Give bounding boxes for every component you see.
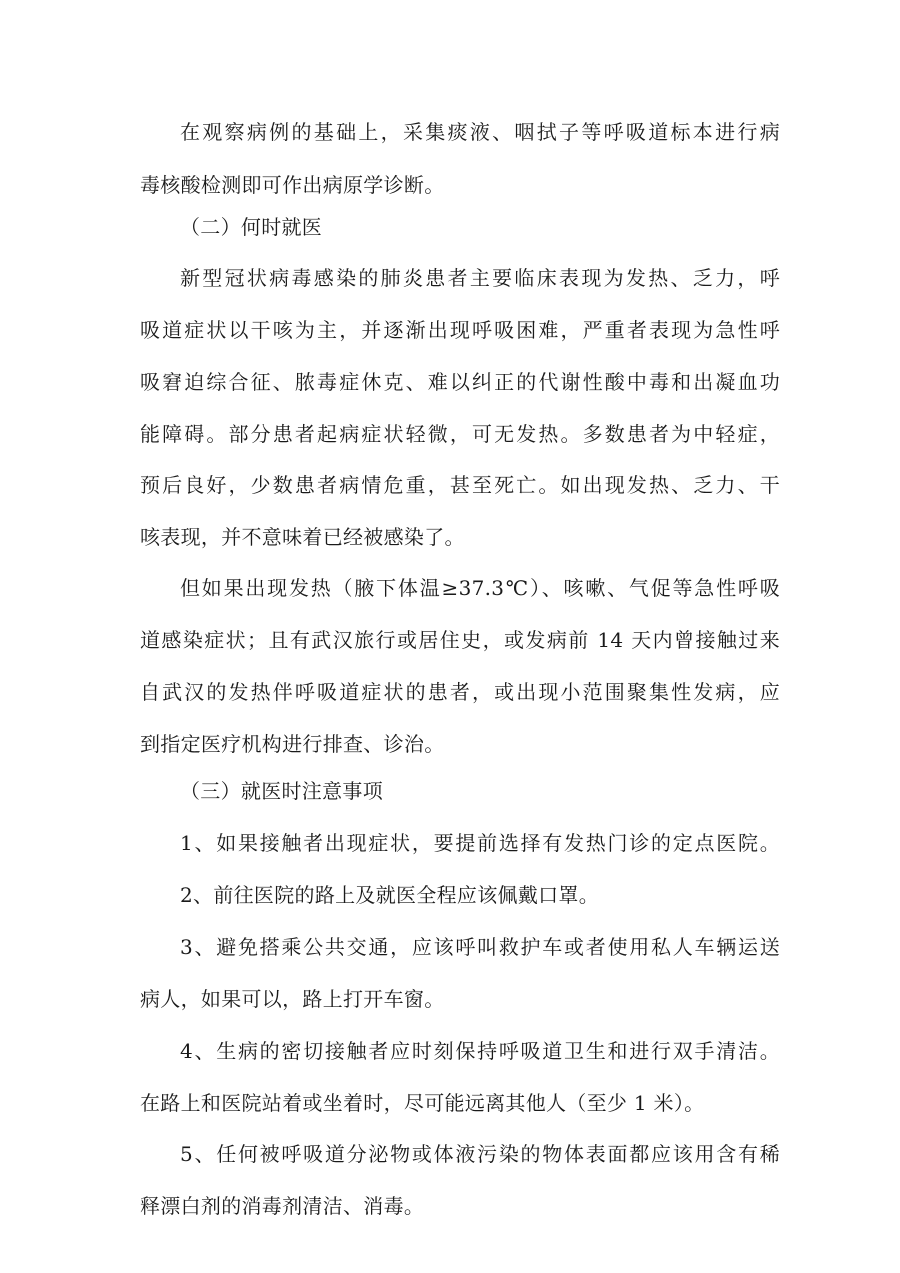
- text-line: 在观察病例的基础上，采集痰液、咽拭子等呼吸道标本进行病: [180, 120, 780, 144]
- list-item-1: 1、如果接触者出现症状，要提前选择有发热门诊的定点医院。: [180, 831, 780, 855]
- text-line: 吸窘迫综合征、脓毒症休克、难以纠正的代谢性酸中毒和出凝血功: [140, 370, 780, 394]
- text-line: 5、任何被呼吸道分泌物或体液污染的物体表面都应该用含有稀: [180, 1142, 780, 1166]
- text-line: 道感染症状；且有武汉旅行或居住史，或发病前 14 天内曾接触过来: [140, 628, 780, 652]
- text-line: 病人，如果可以，路上打开车窗。: [140, 987, 445, 1011]
- text-line: 但如果出现发热（腋下体温≥37.3℃）、咳嗽、气促等急性呼吸: [180, 576, 780, 600]
- text-line: 4、生病的密切接触者应时刻保持呼吸道卫生和进行双手清洁。: [180, 1039, 780, 1063]
- text-line: 到指定医疗机构进行排查、诊治。: [140, 732, 445, 756]
- text-line: 咳表现，并不意味着已经被感染了。: [140, 525, 465, 549]
- text-line: 预后良好，少数患者病情危重，甚至死亡。如出现发热、乏力、干: [140, 473, 780, 497]
- text-line: 在路上和医院站着或坐着时，尽可能远离其他人（至少 1 米）。: [140, 1091, 705, 1115]
- text-line: 自武汉的发热伴呼吸道症状的患者，或出现小范围聚集性发病，应: [140, 680, 780, 704]
- text-line: 3、避免搭乘公共交通，应该呼叫救护车或者使用私人车辆运送: [180, 935, 780, 959]
- section-heading-when-to-seek-care: （二）何时就医: [180, 215, 323, 239]
- section-heading-precautions: （三）就医时注意事项: [180, 779, 383, 803]
- text-line: 吸道症状以干咳为主，并逐渐出现呼吸困难，严重者表现为急性呼: [140, 318, 780, 342]
- text-line: 能障碍。部分患者起病症状轻微，可无发热。多数患者为中轻症，: [140, 422, 780, 446]
- text-line: 新型冠状病毒感染的肺炎患者主要临床表现为发热、乏力，呼: [180, 266, 780, 290]
- text-line: 释漂白剂的消毒剂清洁、消毒。: [140, 1194, 425, 1218]
- text-line: 毒核酸检测即可作出病原学诊断。: [140, 173, 445, 197]
- list-item-2: 2、前往医院的路上及就医全程应该佩戴口罩。: [180, 883, 600, 907]
